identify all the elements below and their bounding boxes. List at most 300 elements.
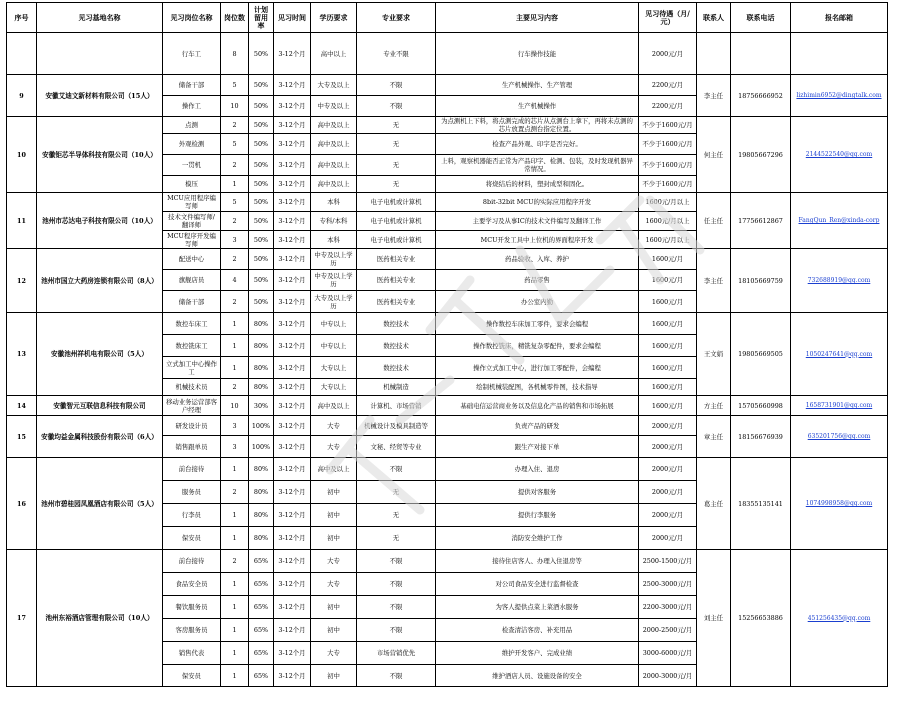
content-cell: 对公司食品安全进行监督检查	[436, 573, 639, 596]
education-cell: 本科	[311, 231, 357, 249]
education-cell: 中专及以上学历	[311, 270, 357, 291]
education-cell: 专科/本科	[311, 212, 357, 231]
retention-cell: 50%	[249, 270, 274, 291]
content-cell: 生产机械操作、生产管理	[436, 75, 639, 96]
contact-cell: 何主任	[697, 117, 731, 193]
position-cell: 一贯机	[163, 155, 221, 176]
retention-cell: 65%	[249, 573, 274, 596]
position-cell: 立式加工中心操作工	[163, 357, 221, 379]
contact-cell: 李主任	[697, 75, 731, 117]
table-row	[7, 117, 888, 134]
row-number-cell: 12	[7, 249, 37, 313]
count-cell: 1	[221, 665, 249, 687]
table-row	[7, 75, 888, 96]
period-cell: 3-12个月	[274, 335, 311, 357]
period-cell: 3-12个月	[274, 436, 311, 458]
base-name-cell: 池州市芯达电子科技有限公司（10人）	[37, 193, 163, 249]
major-cell: 不限	[357, 596, 436, 619]
row-number-cell: 17	[7, 550, 37, 687]
period-cell: 3-12个月	[274, 134, 311, 155]
retention-cell: 80%	[249, 335, 274, 357]
count-cell: 1	[221, 527, 249, 550]
count-cell: 2	[221, 212, 249, 231]
pay-cell: 2500-3000元/月	[639, 573, 697, 596]
period-cell: 3-12个月	[274, 458, 311, 481]
period-cell: 3-12个月	[274, 75, 311, 96]
count-cell: 10	[221, 396, 249, 416]
retention-cell: 50%	[249, 249, 274, 270]
content-cell: 负责产品的研发	[436, 416, 639, 436]
period-cell: 3-12个月	[274, 249, 311, 270]
count-cell: 1	[221, 458, 249, 481]
count-cell: 2	[221, 379, 249, 396]
contact-cell: 李主任	[697, 249, 731, 313]
retention-cell: 30%	[249, 396, 274, 416]
education-cell: 高中及以上	[311, 155, 357, 176]
row-number-cell: 15	[7, 416, 37, 458]
retention-cell: 80%	[249, 504, 274, 527]
position-cell: 保安员	[163, 527, 221, 550]
retention-cell: 50%	[249, 212, 274, 231]
major-cell: 计算机、市场营销	[357, 396, 436, 416]
table-row	[7, 249, 888, 270]
content-cell: 提供对客服务	[436, 481, 639, 504]
major-cell: 电子电机或计算机	[357, 193, 436, 212]
retention-cell: 65%	[249, 596, 274, 619]
period-cell: 3-12个月	[274, 396, 311, 416]
phone-cell: 18105669759	[731, 249, 791, 313]
pay-cell: 2000-2500元/月	[639, 619, 697, 642]
pay-cell: 1600元/月	[639, 249, 697, 270]
major-cell: 不限	[357, 550, 436, 573]
email-link[interactable]: 732688919@qq.com	[807, 277, 871, 284]
retention-cell: 50%	[249, 33, 274, 75]
education-cell: 中专以上	[311, 335, 357, 357]
header-email: 报名邮箱	[791, 3, 888, 33]
email-cell	[791, 416, 888, 458]
phone-cell: 18756666952	[731, 75, 791, 117]
header-row	[7, 3, 888, 33]
header-major: 专业要求	[357, 3, 436, 33]
major-cell: 无	[357, 176, 436, 193]
period-cell: 3-12个月	[274, 96, 311, 117]
count-cell: 2	[221, 481, 249, 504]
count-cell: 1	[221, 313, 249, 335]
pay-cell: 2200元/月	[639, 75, 697, 96]
header-count: 岗位数	[221, 3, 249, 33]
content-cell: 药品验收、入库、养护	[436, 249, 639, 270]
education-cell: 中专以上	[311, 313, 357, 335]
content-cell: 维护酒店人员、设施设备的安全	[436, 665, 639, 687]
count-cell: 3	[221, 231, 249, 249]
retention-cell: 50%	[249, 176, 274, 193]
table-row	[7, 33, 888, 75]
content-cell: 检查产品外观、印字是否完好。	[436, 134, 639, 155]
count-cell: 1	[221, 335, 249, 357]
count-cell: 5	[221, 193, 249, 212]
position-cell: 销售代表	[163, 642, 221, 665]
retention-cell: 50%	[249, 231, 274, 249]
period-cell: 3-12个月	[274, 270, 311, 291]
count-cell: 8	[221, 33, 249, 75]
row-number-cell: 13	[7, 313, 37, 396]
base-name-cell: 安徽艾迪文新材料有限公司（15人）	[37, 75, 163, 117]
count-cell: 10	[221, 96, 249, 117]
count-cell: 2	[221, 249, 249, 270]
major-cell: 不限	[357, 573, 436, 596]
pay-cell: 2000元/月	[639, 481, 697, 504]
education-cell: 大专	[311, 642, 357, 665]
table-body	[7, 33, 888, 687]
retention-cell: 50%	[249, 291, 274, 313]
retention-cell: 50%	[249, 117, 274, 134]
table-row	[7, 550, 888, 573]
phone-cell: 15256653886	[731, 550, 791, 687]
content-cell: 为客人提供点菜上菜酒水服务	[436, 596, 639, 619]
content-cell: 消防安全维护工作	[436, 527, 639, 550]
major-cell: 不限	[357, 665, 436, 687]
pay-cell: 2000元/月	[639, 33, 697, 75]
content-cell: 药品零售	[436, 270, 639, 291]
base-name-cell: 安徽均益金属科技股份有限公司（6人）	[37, 416, 163, 458]
education-cell: 大专及以上学历	[311, 291, 357, 313]
pay-cell: 1600元/月	[639, 396, 697, 416]
position-cell: 配送中心	[163, 249, 221, 270]
count-cell: 2	[221, 117, 249, 134]
position-cell: 前台接待	[163, 550, 221, 573]
email-cell	[791, 458, 888, 550]
count-cell: 3	[221, 436, 249, 458]
email-cell	[791, 33, 888, 75]
contact-cell: 方主任	[697, 396, 731, 416]
content-cell: 维护开发客户、完成业绩	[436, 642, 639, 665]
email-cell	[791, 550, 888, 687]
table-row	[7, 193, 888, 212]
period-cell: 3-12个月	[274, 527, 311, 550]
content-cell: 办公室内勤	[436, 291, 639, 313]
header-position: 见习岗位名称	[163, 3, 221, 33]
position-cell: 外观检测	[163, 134, 221, 155]
email-link[interactable]: lizhimin6952@dingtalk.com	[796, 92, 882, 99]
count-cell: 2	[221, 155, 249, 176]
period-cell: 3-12个月	[274, 573, 311, 596]
major-cell: 机械设计及模具制造等	[357, 416, 436, 436]
retention-cell: 50%	[249, 96, 274, 117]
pay-cell: 不少于1600元/月	[639, 155, 697, 176]
count-cell: 2	[221, 291, 249, 313]
major-cell: 医药相关专业	[357, 291, 436, 313]
major-cell: 无	[357, 155, 436, 176]
email-link[interactable]: FangQun_Ren@xinda-corp	[798, 217, 880, 224]
pay-cell: 1600元/月	[639, 270, 697, 291]
header-base-name: 见习基地名称	[37, 3, 163, 33]
contact-cell: 任主任	[697, 193, 731, 249]
pay-cell: 2000-3000元/月	[639, 665, 697, 687]
major-cell: 无	[357, 117, 436, 134]
major-cell: 市场营销优先	[357, 642, 436, 665]
header-pay: 见习待遇（月/元）	[639, 3, 697, 33]
major-cell: 不限	[357, 619, 436, 642]
retention-cell: 50%	[249, 193, 274, 212]
education-cell: 高中及以上	[311, 176, 357, 193]
content-cell: MCU开发工具中上位机的界面程序开发	[436, 231, 639, 249]
pay-cell: 不少于1600元/月	[639, 134, 697, 155]
pay-cell: 2500-1500元/月	[639, 550, 697, 573]
position-cell: 行李员	[163, 504, 221, 527]
content-cell: 接待住店客人、办理入住退房等	[436, 550, 639, 573]
email-link[interactable]: 2144522540@qq.com	[805, 151, 873, 158]
phone-cell	[731, 33, 791, 75]
retention-cell: 50%	[249, 155, 274, 176]
contact-cell: 刘主任	[697, 550, 731, 687]
base-name-cell: 安徽钜芯半导体科技有限公司（10人）	[37, 117, 163, 193]
contact-cell	[697, 33, 731, 75]
row-number-cell: 11	[7, 193, 37, 249]
retention-cell: 100%	[249, 416, 274, 436]
major-cell: 医药相关专业	[357, 249, 436, 270]
retention-cell: 80%	[249, 313, 274, 335]
contact-cell: 王文娟	[697, 313, 731, 396]
email-cell	[791, 313, 888, 396]
email-cell	[791, 117, 888, 193]
content-cell: 主要学习及从事IC的技术文件编写及翻译工作	[436, 212, 639, 231]
pay-cell: 1600元/月	[639, 379, 697, 396]
email-link[interactable]: 635201756@qq.com	[807, 433, 871, 440]
count-cell: 1	[221, 176, 249, 193]
position-cell: 机械技术员	[163, 379, 221, 396]
content-cell: 行车操作技能	[436, 33, 639, 75]
major-cell: 数控技术	[357, 313, 436, 335]
period-cell: 3-12个月	[274, 193, 311, 212]
education-cell: 本科	[311, 193, 357, 212]
education-cell: 高中及以上	[311, 117, 357, 134]
education-cell: 高中及以上	[311, 134, 357, 155]
position-cell: 储备干部	[163, 75, 221, 96]
pay-cell: 2200元/月	[639, 96, 697, 117]
content-cell: 办理入住、退房	[436, 458, 639, 481]
contact-cell: 章主任	[697, 416, 731, 458]
table-row	[7, 458, 888, 481]
education-cell: 大专以上	[311, 379, 357, 396]
count-cell: 1	[221, 642, 249, 665]
count-cell: 1	[221, 619, 249, 642]
content-cell: 跟生产对接下单	[436, 436, 639, 458]
pay-cell: 1600元/月以上	[639, 231, 697, 249]
content-cell: 操作立式加工中心，进行加工零配件，会编程	[436, 357, 639, 379]
period-cell: 3-12个月	[274, 33, 311, 75]
retention-cell: 80%	[249, 458, 274, 481]
education-cell: 大专	[311, 436, 357, 458]
content-cell: 生产机械操作	[436, 96, 639, 117]
table-row	[7, 416, 888, 436]
position-cell: 保安员	[163, 665, 221, 687]
content-cell: 操作数控铣床，精铣复杂零配件，要求会编程	[436, 335, 639, 357]
period-cell: 3-12个月	[274, 665, 311, 687]
period-cell: 3-12个月	[274, 481, 311, 504]
position-cell: 点测	[163, 117, 221, 134]
education-cell: 初中	[311, 504, 357, 527]
major-cell: 医药相关专业	[357, 270, 436, 291]
retention-cell: 65%	[249, 619, 274, 642]
base-name-cell: 池州市国立大药房连锁有限公司（8人）	[37, 249, 163, 313]
pay-cell: 2000元/月	[639, 504, 697, 527]
table-row	[7, 313, 888, 335]
major-cell: 无	[357, 527, 436, 550]
pay-cell: 2000元/月	[639, 436, 697, 458]
position-cell: 技术文件编写师/翻译师	[163, 212, 221, 231]
content-cell: 上料，观察机器能否正常为产品印字、检测、包装，及时发现机器异常情况。	[436, 155, 639, 176]
pay-cell: 1600元/月	[639, 291, 697, 313]
row-number-cell: 14	[7, 396, 37, 416]
row-number-cell	[7, 33, 37, 75]
header-retention: 计划留用率	[249, 3, 274, 33]
phone-cell: 19805667296	[731, 117, 791, 193]
period-cell: 3-12个月	[274, 155, 311, 176]
retention-cell: 80%	[249, 379, 274, 396]
retention-cell: 100%	[249, 436, 274, 458]
phone-cell: 19805669505	[731, 313, 791, 396]
count-cell: 1	[221, 573, 249, 596]
period-cell: 3-12个月	[274, 117, 311, 134]
count-cell: 1	[221, 357, 249, 379]
base-name-cell: 安徽智元互联信息科技有限公司	[37, 396, 163, 416]
period-cell: 3-12个月	[274, 416, 311, 436]
email-cell	[791, 396, 888, 416]
email-cell	[791, 75, 888, 117]
position-cell: 研发设计员	[163, 416, 221, 436]
education-cell: 大专及以上	[311, 75, 357, 96]
internship-table	[6, 2, 888, 687]
header-phone: 联系电话	[731, 3, 791, 33]
position-cell: 数控铣床工	[163, 335, 221, 357]
pay-cell: 1600元/月	[639, 313, 697, 335]
email-cell	[791, 249, 888, 313]
position-cell: 服务员	[163, 481, 221, 504]
retention-cell: 50%	[249, 134, 274, 155]
email-link[interactable]: 1658731901@qq.com	[805, 402, 873, 409]
major-cell: 不限	[357, 458, 436, 481]
phone-cell: 18355135141	[731, 458, 791, 550]
retention-cell: 65%	[249, 642, 274, 665]
count-cell: 4	[221, 270, 249, 291]
major-cell: 无	[357, 504, 436, 527]
content-cell: 将烧结后的材料，塑封成型和固化。	[436, 176, 639, 193]
education-cell: 初中	[311, 527, 357, 550]
education-cell: 初中	[311, 665, 357, 687]
education-cell: 大专	[311, 550, 357, 573]
pay-cell: 3000-6000元/月	[639, 642, 697, 665]
row-number-cell: 10	[7, 117, 37, 193]
content-cell: 操作数控车床加工零件，要求会编程	[436, 313, 639, 335]
header-no: 序号	[7, 3, 37, 33]
position-cell: MCU程序开发编写师	[163, 231, 221, 249]
content-cell: 基础电信运营商业务以及信息化产品的销售和市场拓展	[436, 396, 639, 416]
content-cell: 绘制机械装配图，各机械零件图，技术指导	[436, 379, 639, 396]
count-cell: 3	[221, 416, 249, 436]
pay-cell: 2000元/月	[639, 458, 697, 481]
position-cell: MCU应用程序编写师	[163, 193, 221, 212]
contact-cell: 葛主任	[697, 458, 731, 550]
header-period: 见习时间	[274, 3, 311, 33]
row-number-cell: 16	[7, 458, 37, 550]
education-cell: 大专	[311, 416, 357, 436]
base-name-cell: 安徽池州祥机电有限公司（5人）	[37, 313, 163, 396]
count-cell: 2	[221, 550, 249, 573]
period-cell: 3-12个月	[274, 357, 311, 379]
position-cell: 模压	[163, 176, 221, 193]
education-cell: 初中	[311, 619, 357, 642]
count-cell: 1	[221, 596, 249, 619]
major-cell: 机械制造	[357, 379, 436, 396]
position-cell: 客房服务员	[163, 619, 221, 642]
phone-cell: 18156676939	[731, 416, 791, 458]
education-cell: 中专及以上学历	[311, 249, 357, 270]
major-cell: 数控技术	[357, 335, 436, 357]
period-cell: 3-12个月	[274, 504, 311, 527]
major-cell: 不限	[357, 96, 436, 117]
period-cell: 3-12个月	[274, 176, 311, 193]
phone-cell: 17756612867	[731, 193, 791, 249]
retention-cell: 80%	[249, 481, 274, 504]
major-cell: 无	[357, 481, 436, 504]
pay-cell: 2000元/月	[639, 527, 697, 550]
education-cell: 大专	[311, 573, 357, 596]
education-cell: 中专及以上	[311, 96, 357, 117]
content-cell: 检查清洁客房、补充用品	[436, 619, 639, 642]
position-cell: 餐饮服务员	[163, 596, 221, 619]
content-cell: 8bit-32bit MCU的实际应用程序开发	[436, 193, 639, 212]
period-cell: 3-12个月	[274, 550, 311, 573]
base-name-cell	[37, 33, 163, 75]
education-cell: 初中	[311, 481, 357, 504]
education-cell: 初中	[311, 596, 357, 619]
pay-cell: 1600元/月以上	[639, 212, 697, 231]
position-cell: 销售跟单员	[163, 436, 221, 458]
retention-cell: 80%	[249, 357, 274, 379]
major-cell: 数控技术	[357, 357, 436, 379]
education-cell: 高中及以上	[311, 458, 357, 481]
email-link[interactable]: 1050247641@qq.com	[805, 350, 873, 358]
education-cell: 高中以上	[311, 33, 357, 75]
period-cell: 3-12个月	[274, 596, 311, 619]
retention-cell: 80%	[249, 527, 274, 550]
row-number-cell: 9	[7, 75, 37, 117]
email-link[interactable]: 1074998958@qq.com	[805, 500, 873, 507]
major-cell: 不限	[357, 75, 436, 96]
position-cell: 食品安全员	[163, 573, 221, 596]
period-cell: 3-12个月	[274, 313, 311, 335]
header-education: 学历要求	[311, 3, 357, 33]
position-cell: 旗舰店员	[163, 270, 221, 291]
period-cell: 3-12个月	[274, 619, 311, 642]
major-cell: 无	[357, 134, 436, 155]
email-link[interactable]: 451256435@qq.com	[807, 614, 871, 622]
count-cell: 5	[221, 75, 249, 96]
position-cell: 移动业务运营部客户经理	[163, 396, 221, 416]
period-cell: 3-12个月	[274, 291, 311, 313]
retention-cell: 50%	[249, 75, 274, 96]
email-cell	[791, 193, 888, 249]
table-row	[7, 396, 888, 416]
major-cell: 文秘、经贸等专业	[357, 436, 436, 458]
education-cell: 大专以上	[311, 357, 357, 379]
pay-cell: 1600元/月	[639, 335, 697, 357]
position-cell: 前台接待	[163, 458, 221, 481]
header-contact: 联系人	[697, 3, 731, 33]
period-cell: 3-12个月	[274, 212, 311, 231]
retention-cell: 65%	[249, 665, 274, 687]
base-name-cell: 池州东裕酒店管理有限公司（10人）	[37, 550, 163, 687]
